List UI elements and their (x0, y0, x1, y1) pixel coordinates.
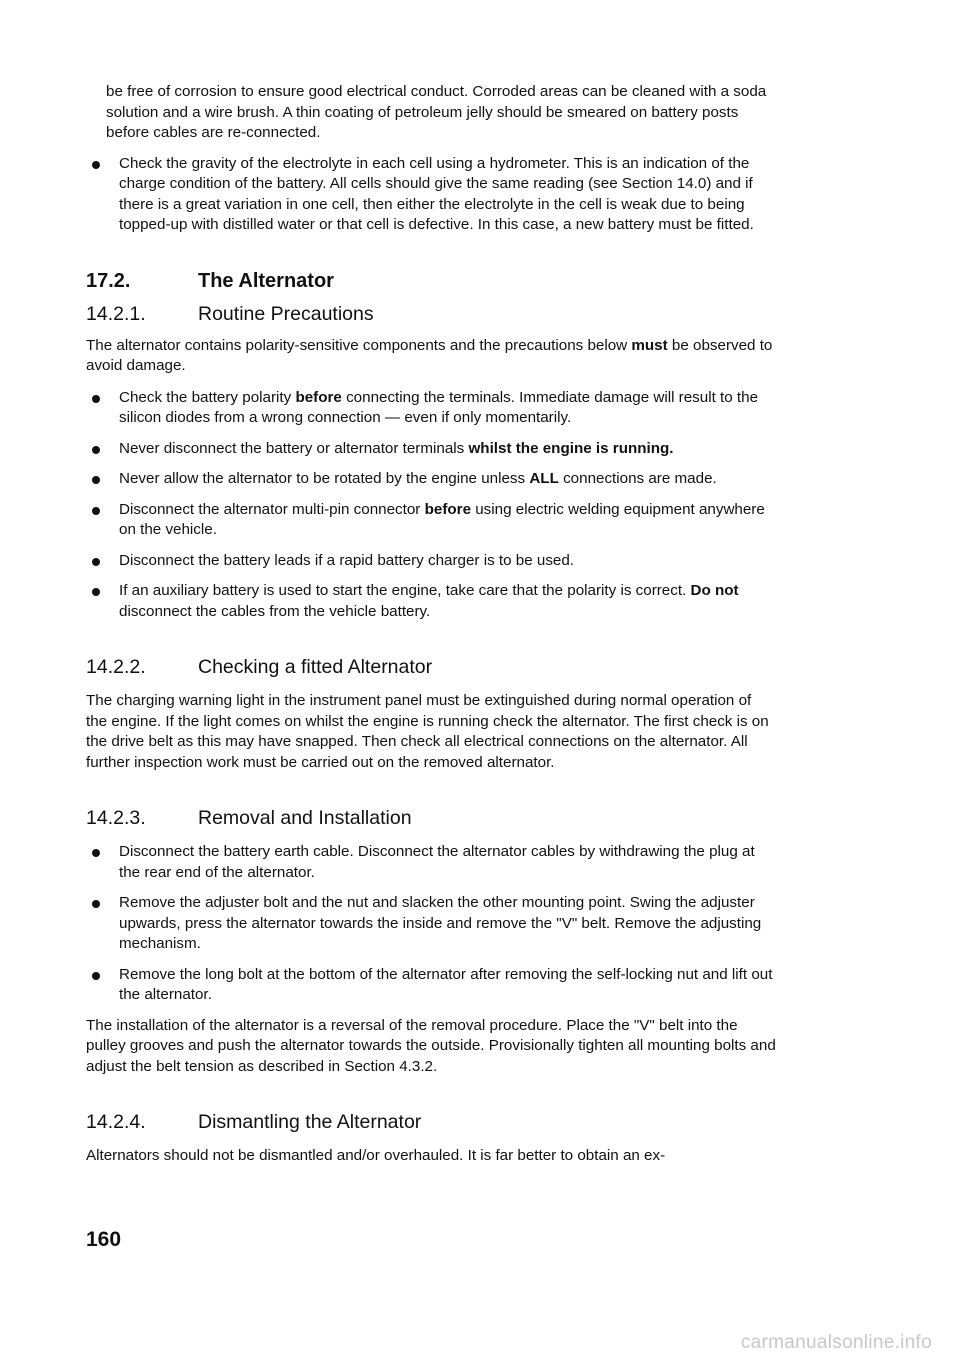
section-title: Removal and Installation (198, 807, 412, 829)
precaution-bullet: Never disconnect the battery or alternator terminals whilst the engine is running. (86, 439, 776, 460)
section-title: Routine Precautions (198, 302, 374, 325)
precaution-bullet: Never allow the alternator to be rotated by the engine unless ALL connections are made. (86, 469, 776, 490)
precaution-bullet: Disconnect the battery leads if a rapid battery charger is to be used. (86, 551, 776, 572)
alternator-intro: The alternator contains polarity-sensitive components and the precautions below must be observed to avoid damage. (86, 336, 773, 374)
removal-bullet: Disconnect the battery earth cable. Disconnect the alternator cables by withdrawing the plug at the rear end of the alternator. (86, 842, 776, 883)
precaution-bullet: If an auxiliary battery is used to start the engine, take care that the polarity is correct. Do not disconnect the cables from the vehicle battery. (86, 581, 776, 622)
removal-bullet: Remove the long bolt at the bottom of the alternator after removing the self-locking nut and lift out the alternator. (86, 965, 776, 1006)
section-title: The Alternator (198, 269, 334, 292)
removal-bullet: Remove the adjuster bolt and the nut and slacken the other mounting point. Swing the adjuster upwards, press the alternator towards the inside and remove the "V" belt. Remove the adjusting mechanism. (86, 893, 776, 955)
section-14-2-4-heading (86, 1111, 776, 1134)
dismantling-paragraph: Alternators should not be dismantled and/or overhauled. It is far better to obtain an ex- (86, 1147, 666, 1164)
section-title: Dismantling the Alternator (198, 1111, 422, 1133)
section-number: 14.2.1. (86, 302, 146, 325)
section-title: Checking a fitted Alternator (198, 656, 433, 678)
precaution-bullet: Check the battery polarity before connecting the terminals. Immediate damage will result to the silicon diodes from a wrong connection — even if only momentarily. (86, 388, 776, 429)
section-number: 17.2. (86, 269, 131, 292)
continuation-paragraph: be free of corrosion to ensure good electrical conduct. Corroded areas can be cleaned with a soda solution and a wire brush. A thin coating of petroleum jelly should be smeared on battery posts before cables are re-connected. (106, 83, 767, 141)
section-number: 14.2.3. (86, 807, 146, 829)
page-number: 160 (86, 1228, 122, 1251)
section-14-2-2-heading (86, 656, 776, 679)
precaution-bullet: Disconnect the alternator multi-pin connector before using electric welding equipment anywhere on the vehicle. (86, 500, 776, 541)
section-number: 14.2.2. (86, 656, 146, 678)
section-14-2-1-heading (86, 303, 776, 326)
page-content (86, 82, 776, 1167)
section-number: 14.2.4. (86, 1111, 146, 1133)
watermark: carmanualsonline.info (740, 1332, 932, 1353)
hydrometer-bullet: Check the gravity of the electrolyte in each cell using a hydrometer. This is an indication of the charge condition of the battery. All cells should give the same reading (see Section 14.0) and if there is a great variation in one cell, then either the electrolyte in the cell is weak due to being topped-up with distilled water or that cell is defective. In this case, a new battery must be fitted. (86, 154, 776, 236)
installation-paragraph: The installation of the alternator is a reversal of the removal procedure. Place the "V" belt into the pulley grooves and push the alternator towards the outside. Provisionally tighten all mounting bolts and adjust the belt tension as described in Section 4.3.2. (86, 1016, 776, 1075)
section-17-2-heading (86, 270, 776, 293)
checking-paragraph: The charging warning light in the instrument panel must be extinguished during normal operation of the engine. If the light comes on whilst the engine is running check the alternator. The first check is on the drive belt as this may have snapped. Then check all electrical connections on the alternator. All further inspection work must be carried out on the removed alternator. (86, 692, 769, 771)
section-14-2-3-heading (86, 807, 776, 830)
